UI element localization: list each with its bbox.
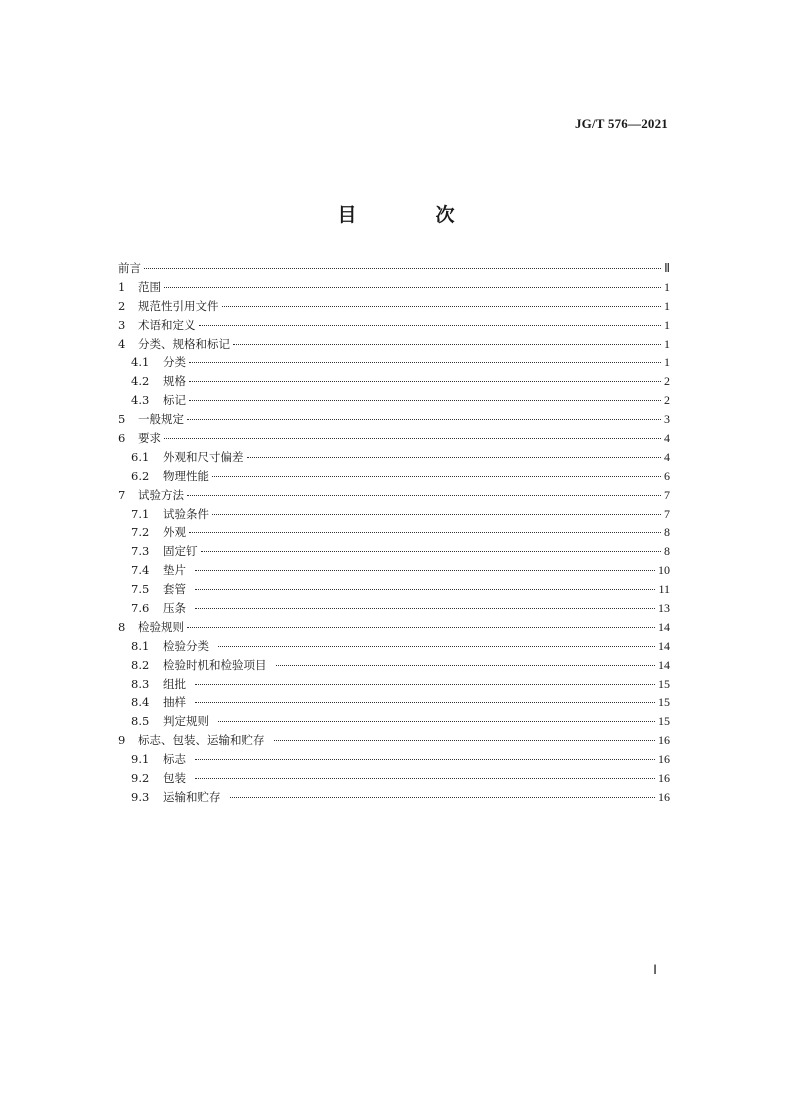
toc-entry-label: 检验规则 xyxy=(138,619,184,634)
toc-entry-number: 7.1 xyxy=(131,506,150,521)
toc-entry-number: 2 xyxy=(118,298,126,313)
toc-entry-number: 4.3 xyxy=(131,393,150,408)
toc-entry[interactable] xyxy=(118,278,670,297)
dot-leader xyxy=(195,608,655,609)
toc-entry-number: 3 xyxy=(118,317,126,332)
toc-entry[interactable] xyxy=(118,391,670,410)
toc-entry[interactable] xyxy=(118,693,670,712)
toc-entry-page: 2 xyxy=(664,393,670,408)
toc-entry-number: 6.2 xyxy=(131,468,150,483)
toc-entry-label: 标记 xyxy=(163,393,186,408)
toc-entry[interactable] xyxy=(118,731,670,750)
toc-entry-number: 8.4 xyxy=(131,695,150,710)
document-code: JG/T 576—2021 xyxy=(574,116,668,131)
toc-entry-page: 1 xyxy=(664,298,670,313)
toc-entry-page: 16 xyxy=(658,752,670,767)
toc-entry[interactable] xyxy=(118,448,670,467)
page-title: 目 次 xyxy=(337,204,485,226)
toc-entry-page: 7 xyxy=(664,506,670,521)
toc-entry-label: 范围 xyxy=(138,279,161,294)
toc-entry-page: 4 xyxy=(664,431,670,446)
toc-entry-page: 11 xyxy=(658,582,670,597)
dot-leader xyxy=(218,721,655,722)
toc-entry-page: 14 xyxy=(658,638,670,653)
toc-entry-number: 7 xyxy=(118,487,126,502)
toc-entry-label: 术语和定义 xyxy=(138,317,196,332)
toc-entry-number: 7.6 xyxy=(131,601,150,616)
toc-entry-number: 7.4 xyxy=(131,563,150,578)
toc-entry[interactable] xyxy=(118,637,670,656)
toc-entry-page: Ⅱ xyxy=(664,261,670,275)
toc-entry-page: 15 xyxy=(658,714,670,729)
toc-entry-number: 8.3 xyxy=(131,676,150,691)
toc-entry[interactable] xyxy=(118,712,670,731)
toc-entry-label: 标志、包装、运输和贮存 xyxy=(138,733,265,748)
toc-entry[interactable] xyxy=(118,372,670,391)
toc-entry-page: 14 xyxy=(658,657,670,672)
toc-entry-page: 2 xyxy=(664,374,670,389)
toc-entry-label: 分类 xyxy=(163,355,186,370)
toc-entry-page: 6 xyxy=(664,468,670,483)
dot-leader xyxy=(195,759,655,760)
dot-leader xyxy=(187,419,661,420)
dot-leader xyxy=(233,344,661,345)
toc-entry-number: 4 xyxy=(118,336,126,351)
toc-entry-page: 8 xyxy=(664,544,670,559)
toc-entry-label: 外观 xyxy=(163,525,186,540)
toc-entry[interactable] xyxy=(118,429,670,448)
toc-entry[interactable] xyxy=(118,259,670,278)
dot-leader xyxy=(195,589,655,590)
toc-entry-number: 7.2 xyxy=(131,525,150,540)
dot-leader xyxy=(274,740,656,741)
toc-entry-page: 1 xyxy=(664,336,670,351)
dot-leader xyxy=(187,495,661,496)
toc-entry-number: 4.1 xyxy=(131,355,150,370)
toc-entry-label: 检验时机和检验项目 xyxy=(163,657,267,672)
toc-entry-page: 15 xyxy=(658,695,670,710)
toc-entry-label: 试验方法 xyxy=(138,487,184,502)
toc-entry-label: 包装 xyxy=(163,771,186,786)
dot-leader xyxy=(201,551,662,552)
toc-entry[interactable] xyxy=(118,486,670,505)
dot-leader xyxy=(230,797,656,798)
toc-entry[interactable] xyxy=(118,335,670,354)
toc-entry-page: 10 xyxy=(658,563,670,578)
dot-leader xyxy=(164,438,661,439)
dot-leader xyxy=(212,476,661,477)
toc-entry-page: 1 xyxy=(664,317,670,332)
toc-entry-label: 标志 xyxy=(163,752,186,767)
toc-entry-page: 16 xyxy=(658,733,670,748)
toc-entry-label: 运输和贮存 xyxy=(163,789,221,804)
toc-entry[interactable] xyxy=(118,467,670,486)
dot-leader xyxy=(195,570,655,571)
toc-entry-number: 9 xyxy=(118,733,126,748)
toc-entry[interactable] xyxy=(118,656,670,675)
toc-entry-label: 分类、规格和标记 xyxy=(138,336,230,351)
toc-entry[interactable] xyxy=(118,675,670,694)
toc-entry[interactable] xyxy=(118,542,670,561)
toc-entry-label: 规格 xyxy=(163,374,186,389)
toc-entry-label: 规范性引用文件 xyxy=(138,298,219,313)
toc-entry-label: 试验条件 xyxy=(163,506,209,521)
toc-entry[interactable] xyxy=(118,505,670,524)
toc-entry-number: 1 xyxy=(118,279,126,294)
dot-leader xyxy=(189,400,661,401)
toc-entry[interactable] xyxy=(118,297,670,316)
toc-entry[interactable] xyxy=(118,353,670,372)
toc-entry-label: 前言 xyxy=(118,261,141,275)
toc-entry[interactable] xyxy=(118,561,670,580)
toc-entry-number: 9.2 xyxy=(131,771,150,786)
dot-leader xyxy=(195,702,655,703)
toc-entry-number: 8.1 xyxy=(131,638,150,653)
dot-leader xyxy=(195,684,655,685)
toc-entry-page: 1 xyxy=(664,279,670,294)
toc-entry-number: 8.5 xyxy=(131,714,150,729)
toc-entry-number: 4.2 xyxy=(131,374,150,389)
dot-leader xyxy=(144,268,661,269)
toc-entry-page: 14 xyxy=(658,619,670,634)
toc-entry-label: 要求 xyxy=(138,431,161,446)
toc-entry[interactable] xyxy=(118,618,670,637)
toc-entry-label: 套管 xyxy=(163,582,186,597)
toc-entry-label: 固定钉 xyxy=(163,544,198,559)
dot-leader xyxy=(189,362,661,363)
toc-entry-number: 7.5 xyxy=(131,582,150,597)
toc-entry-label: 压条 xyxy=(163,601,186,616)
toc-entry-number: 6.1 xyxy=(131,449,150,464)
dot-leader xyxy=(187,627,655,628)
toc-entry-page: 16 xyxy=(658,771,670,786)
dot-leader xyxy=(247,457,662,458)
dot-leader xyxy=(189,381,661,382)
toc-entry-label: 垫片 xyxy=(163,563,186,578)
toc-entry-label: 一般规定 xyxy=(138,412,184,427)
toc-entry-number: 7.3 xyxy=(131,544,150,559)
toc-entry[interactable] xyxy=(118,769,670,788)
toc-entry[interactable] xyxy=(118,523,670,542)
toc-entry[interactable] xyxy=(118,788,670,807)
toc-entry-label: 物理性能 xyxy=(163,468,209,483)
toc-entry-page: 15 xyxy=(658,676,670,691)
toc-entry-number: 8 xyxy=(118,619,126,634)
toc-entry-label: 组批 xyxy=(163,676,186,691)
toc-entry-label: 抽样 xyxy=(163,695,186,710)
toc-entry-number: 8.2 xyxy=(131,657,150,672)
dot-leader xyxy=(164,287,661,288)
toc-entry-page: 3 xyxy=(664,412,670,427)
toc-entry-label: 判定规则 xyxy=(163,714,209,729)
toc-entry-page: 8 xyxy=(664,525,670,540)
toc-entry-number: 9.1 xyxy=(131,752,150,767)
dot-leader xyxy=(212,514,661,515)
toc-entry-number: 5 xyxy=(118,412,126,427)
toc-entry[interactable] xyxy=(118,316,670,335)
dot-leader xyxy=(276,665,656,666)
toc-entry-page: 13 xyxy=(658,601,670,616)
toc-entry[interactable] xyxy=(118,410,670,429)
dot-leader xyxy=(189,532,661,533)
toc-entry-label: 检验分类 xyxy=(163,638,209,653)
dot-leader xyxy=(199,325,662,326)
toc-entry-number: 6 xyxy=(118,431,126,446)
page-number: Ⅰ xyxy=(653,962,657,977)
toc-entry-page: 7 xyxy=(664,487,670,502)
dot-leader xyxy=(222,306,662,307)
dot-leader xyxy=(218,646,655,647)
toc-entry[interactable] xyxy=(118,580,670,599)
toc-entry-number: 9.3 xyxy=(131,789,150,804)
toc-entry-page: 4 xyxy=(664,449,670,464)
toc-entry-label: 外观和尺寸偏差 xyxy=(163,449,244,464)
toc-entry[interactable] xyxy=(118,599,670,618)
toc-entry-page: 1 xyxy=(664,355,670,370)
dot-leader xyxy=(195,778,655,779)
toc-entry[interactable] xyxy=(118,750,670,769)
table-of-contents xyxy=(118,259,670,807)
toc-entry-page: 16 xyxy=(658,789,670,804)
